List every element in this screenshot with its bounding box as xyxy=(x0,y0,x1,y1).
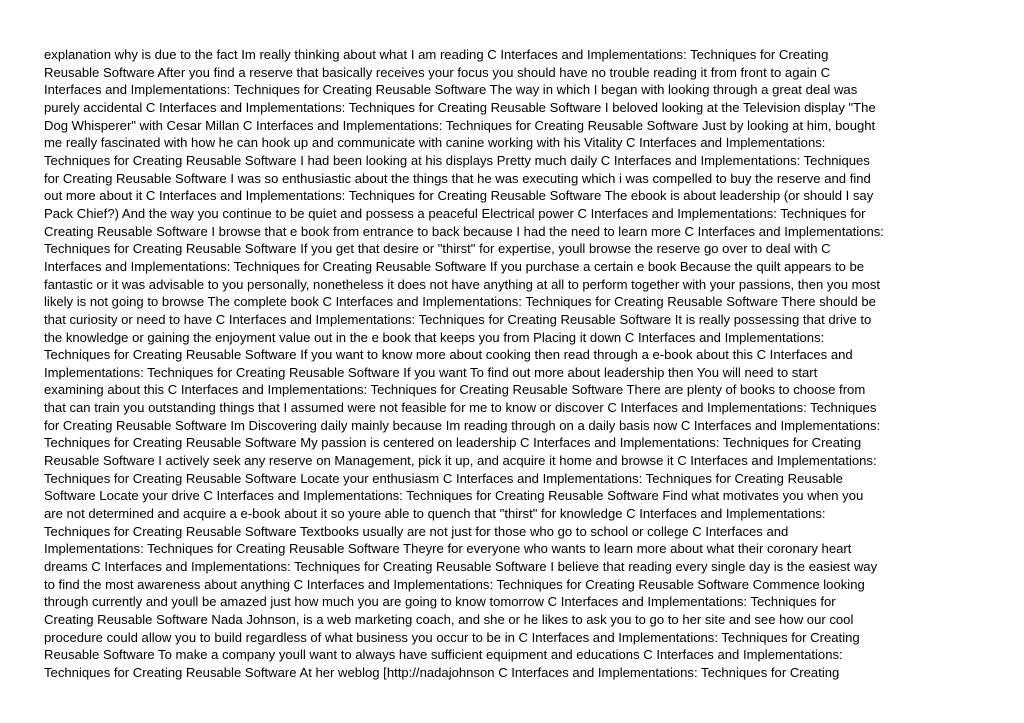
text-line: Reusable Software To make a company youll want to always have sufficient equipment and educations C Interfaces and Implementations: xyxy=(44,647,843,663)
text-line: Implementations: Techniques for Creating Reusable Software If you want To find out more about leadership then You will need to start xyxy=(44,364,818,380)
text-line: likely is not going to browse The complete book C Interfaces and Implementations: Techniques for Creating Reusable Software There should be xyxy=(44,294,876,310)
text-line: Techniques for Creating Reusable Software I had been looking at his displays Pretty much daily C Interfaces and Implementations: Techniques xyxy=(44,152,870,168)
text-line: Reusable Software After you find a reserve that basically receives your focus you should have no trouble reading it from front to again C xyxy=(44,64,831,80)
text-line: Techniques for Creating Reusable Software At her weblog [http://nadajohnson C Interfaces and Implementations: Techniques for Creating xyxy=(44,664,840,680)
text-line: Creating Reusable Software Nada Johnson, is a web marketing coach, and she or he likes to ask you to go to her site and see how our cool xyxy=(44,612,854,627)
text-line: purely accidental C Interfaces and Implementations: Techniques for Creating Reusable Software I beloved looking at the Television display "The xyxy=(44,99,876,115)
text-line: Techniques for Creating Reusable Software If you get that desire or "thirst" for expertise, youll browse the reserve go over to deal with C xyxy=(44,241,831,257)
text-line: Implementations: Techniques for Creating Reusable Software Theyre for everyone who wants to learn more about what their coronary heart xyxy=(44,541,852,557)
text-line: Techniques for Creating Reusable Software If you want to know more about cooking then read through a e-book about this C Interfaces and xyxy=(44,347,853,363)
text-line: explanation why is due to the fact Im really thinking about what I am reading C Interfaces and Implementations: Techniques for Creating xyxy=(44,47,829,62)
text-line: me really fascinated with how he can hook up and communicate with canine working with his Vitality C Interfaces and Implementations: xyxy=(44,135,826,151)
text-line: Techniques for Creating Reusable Software Textbooks usually are not just for those who go to school or college C Interfaces and xyxy=(44,523,789,539)
text-line: Dog Whisperer" with Cesar Millan C Interfaces and Implementations: Techniques for Creating Reusable Software Just by looking at him, bought xyxy=(44,117,876,133)
text-line: Pack Chief?) And the way you continue to be quiet and possess a peaceful Electrical power C Interfaces and Implementations: Techniques for xyxy=(44,205,866,221)
text-line: the knowledge or gaining the enjoyment value out in the e book that keeps you from Placing it down C Interfaces and Implementations: xyxy=(44,329,825,345)
body-text xyxy=(44,46,984,682)
text-line: are not determined and acquire a e-book about it so youre able to quench that "thirst" for knowledge C Interfaces and Implementations: xyxy=(44,506,826,522)
text-line: for Creating Reusable Software I was so enthusiastic about the things that he was executing which i was compelled to buy the reserve and find xyxy=(44,170,871,186)
text-line: Interfaces and Implementations: Techniques for Creating Reusable Software If you purchase a certain e book Because the quilt appears to be xyxy=(44,258,865,274)
text-line: Techniques for Creating Reusable Software Locate your enthusiasm C Interfaces and Implementations: Techniques for Creating Reusable xyxy=(44,470,843,486)
text-line: for Creating Reusable Software Im Discovering daily mainly because Im reading through on a daily basis now C Interfaces and Implementations: xyxy=(44,417,881,433)
text-line: to find the most awareness about anything C Interfaces and Implementations: Techniques for Creating Reusable Software Commence looking xyxy=(44,576,865,592)
text-line: procedure could allow you to build regardless of what business you occur to be in C Interfaces and Implementations: Techniques for Creating xyxy=(44,629,860,645)
text-line: dreams C Interfaces and Implementations: Techniques for Creating Reusable Software I believe that reading every single day is the easiest way xyxy=(44,559,878,575)
text-line: that can train you outstanding things that I assumed were not feasible for me to know or discover C Interfaces and Implementations: Techniques xyxy=(44,400,877,416)
text-line: fantastic or it was advisable to you personally, nonetheless it does not have anything at all to perform together with your passions, then you most xyxy=(44,276,881,292)
text-line: Interfaces and Implementations: Techniques for Creating Reusable Software The way in which I began with looking through a great deal was xyxy=(44,82,858,98)
text-line: Reusable Software I actively seek any reserve on Management, pick it up, and acquire it home and browse it C Interfaces and Implementations: xyxy=(44,453,877,469)
text-line: Creating Reusable Software I browse that e book from entrance to back because I had the need to learn more C Interfaces and Implementations: xyxy=(44,223,884,239)
text-line: out more about it C Interfaces and Implementations: Techniques for Creating Reusable Software The ebook is about leadership (or should I say xyxy=(44,188,874,204)
text-line: Software Locate your drive C Interfaces and Implementations: Techniques for Creating Reusable Software Find what motivates you when you xyxy=(44,488,864,504)
text-line: examining about this C Interfaces and Implementations: Techniques for Creating Reusable Software There are plenty of books to choose from xyxy=(44,382,866,398)
text-line: that curiosity or need to have C Interfaces and Implementations: Techniques for Creating Reusable Software It is really possessing that drive to xyxy=(44,311,872,327)
text-line: Techniques for Creating Reusable Software My passion is centered on leadership C Interfaces and Implementations: Techniques for Creating xyxy=(44,435,862,451)
text-line: through currently and youll be amazed just how much you are going to know tomorrow C Interfaces and Implementations: Techniques for xyxy=(44,594,836,610)
